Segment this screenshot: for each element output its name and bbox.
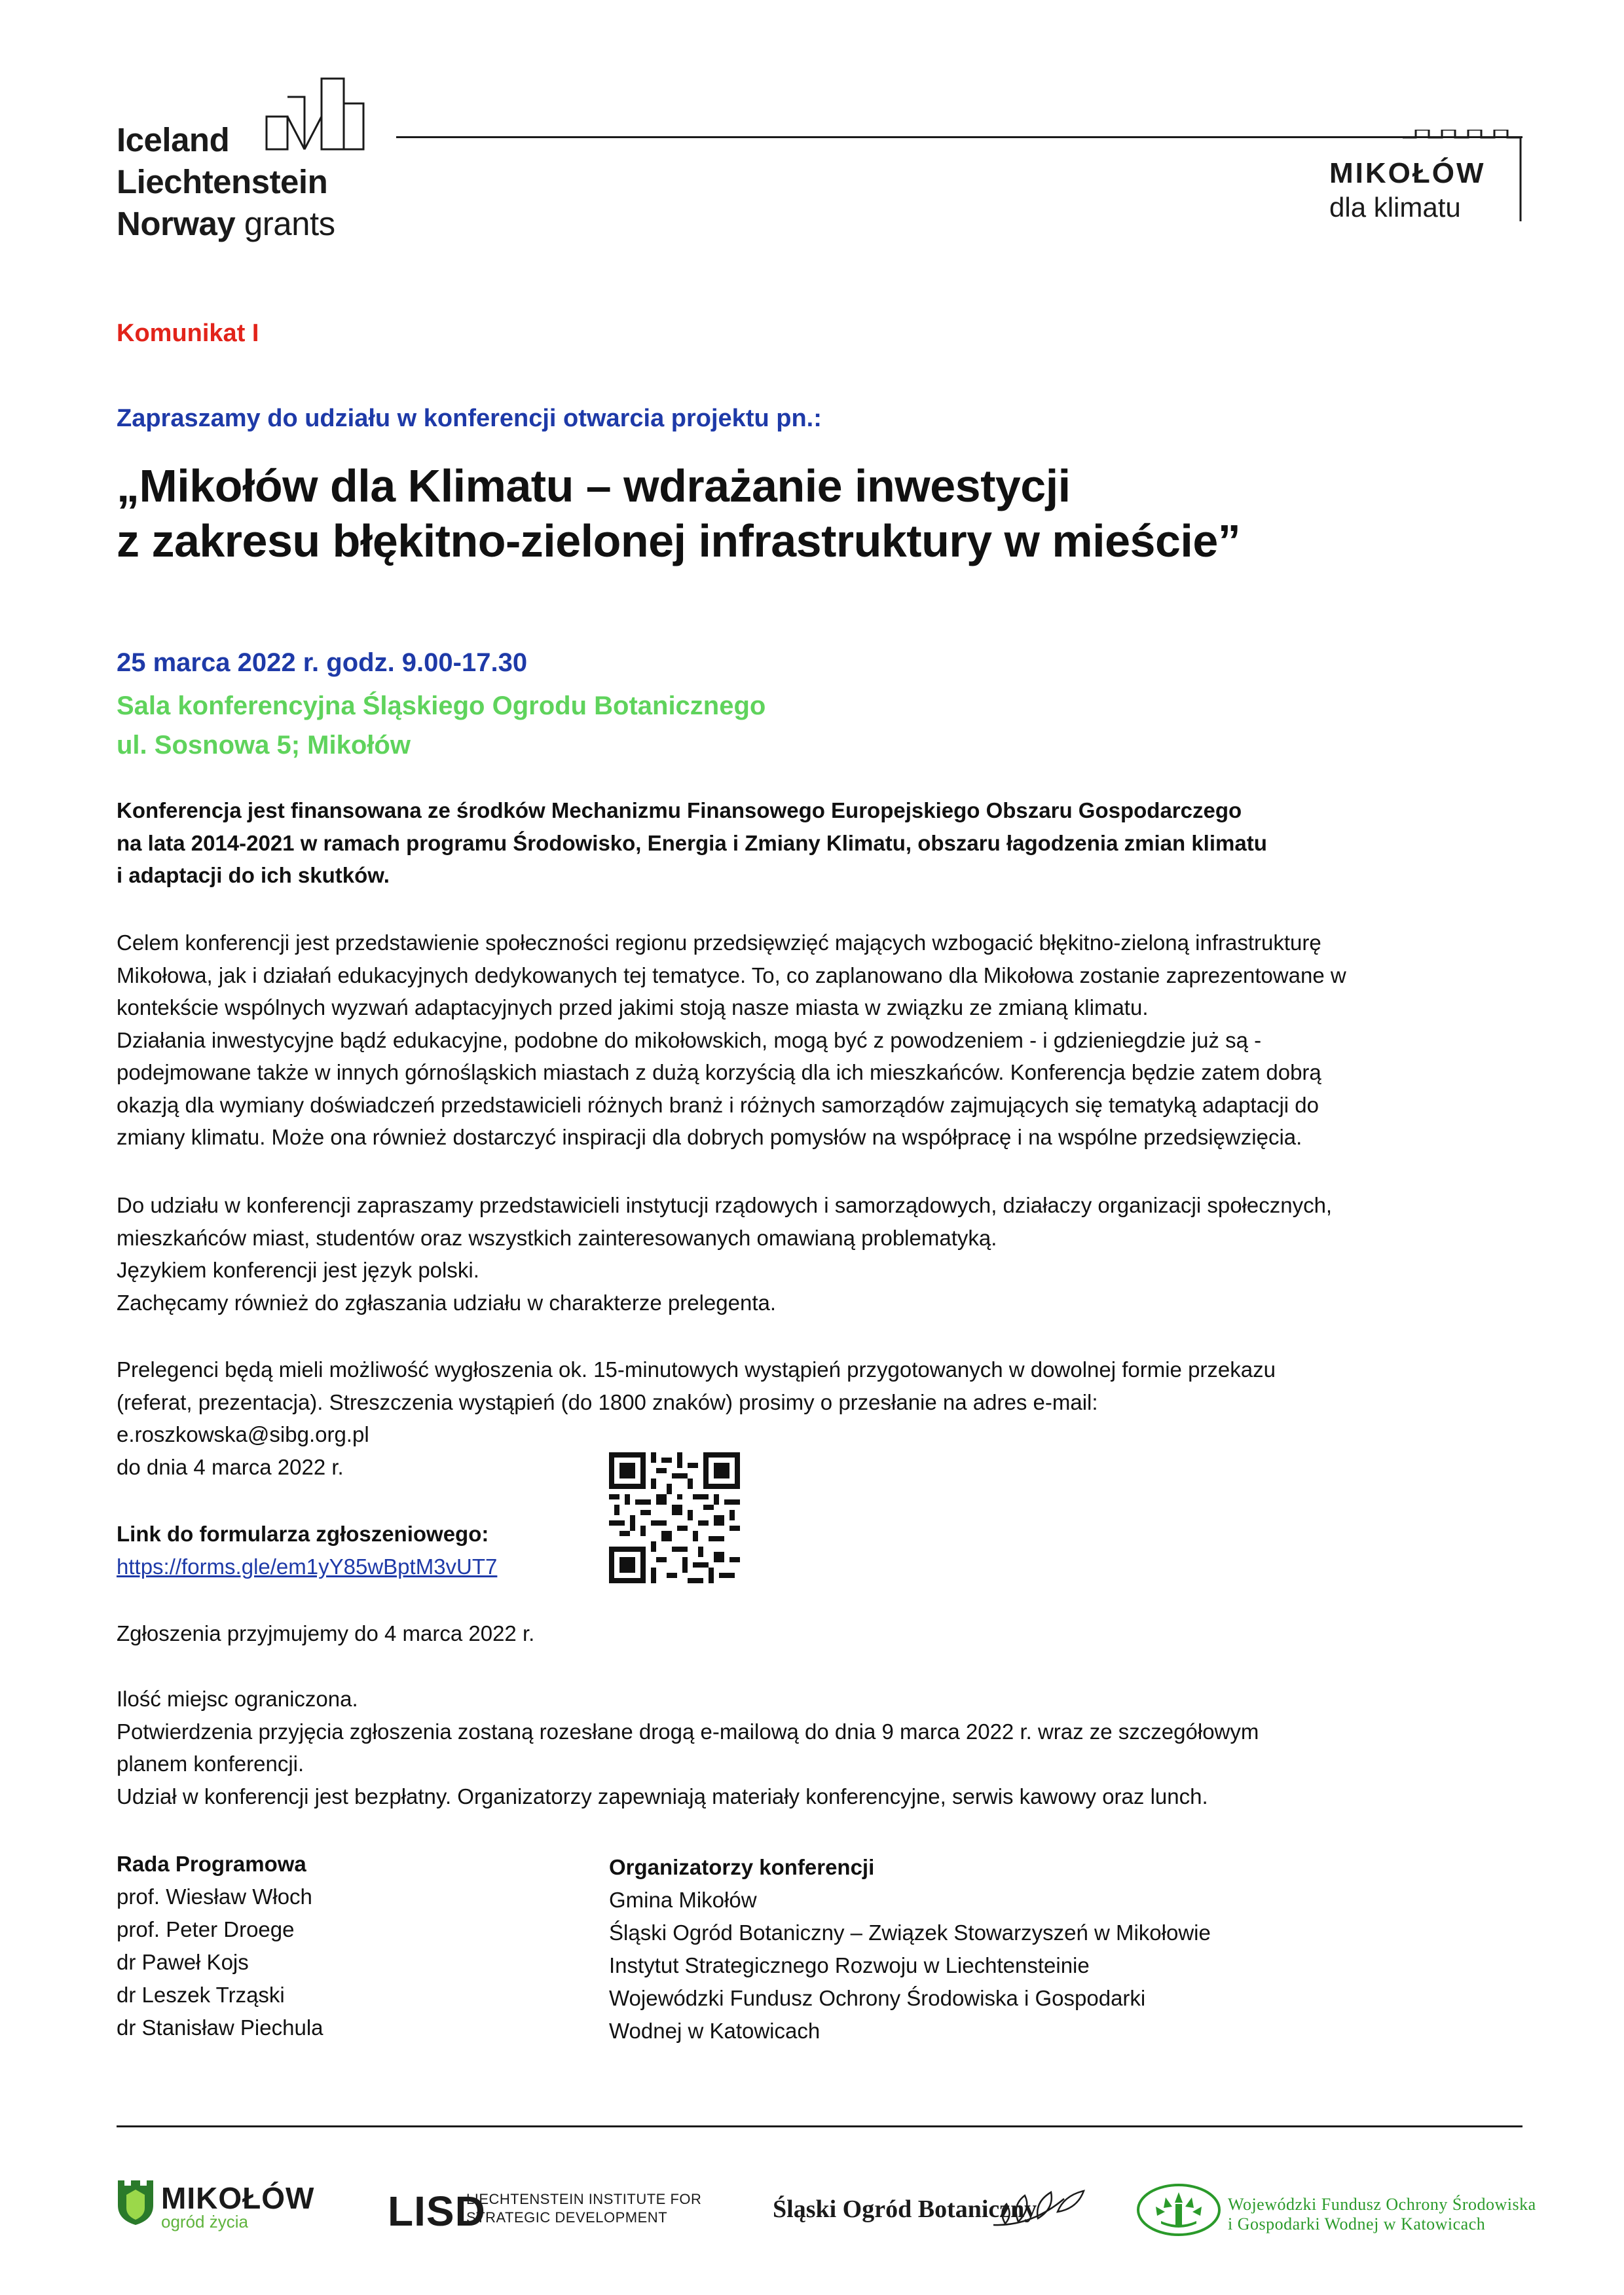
audience-line: Zachęcamy również do zgłaszania udziału w charakterze prelegenta. bbox=[117, 1290, 777, 1315]
mikolow-logo-title: MIKOŁÓW bbox=[1329, 157, 1486, 189]
organizers bbox=[609, 1851, 1211, 2047]
purpose-line: podejmowane także w innych górnośląskich miastach z dużą korzyścią dla ich mieszkańców. Konferencja będzie zatem dobrą bbox=[117, 1060, 1321, 1084]
funding-line: na lata 2014-2021 w ramach programu Środowisko, Energia i Zmiany Klimatu, obszaru łagodzenia zmian klimatu bbox=[117, 830, 1267, 855]
list-item: Instytut Strategicznego Rozwoju w Liechtensteinie bbox=[609, 1953, 1090, 1977]
footer-mikolow-sub: ogród życia bbox=[161, 2212, 248, 2231]
lisd-line: LIECHTENSTEIN INSTITUTE FOR bbox=[466, 2191, 702, 2207]
wfos-line: i Gospodarki Wodnej w Katowicach bbox=[1228, 2214, 1486, 2233]
speakers-deadline: do dnia 4 marca 2022 r. bbox=[117, 1454, 344, 1479]
notes-line: Udział w konferencji jest bezpłatny. Organizatorzy zapewniają materiały konferencyjne, serwis kawowy oraz lunch. bbox=[117, 1784, 1208, 1808]
list-item: prof. Peter Droege bbox=[117, 1917, 295, 1941]
notes-line: planem konferencji. bbox=[117, 1752, 304, 1776]
wfos-emblem-icon bbox=[1136, 2183, 1221, 2237]
program-council-title: Rada Programowa bbox=[117, 1852, 306, 1876]
list-item: Wojewódzki Fundusz Ochrony Środowiska i Gospodarki bbox=[609, 1986, 1146, 2010]
qr-code-icon bbox=[609, 1452, 740, 1583]
registration-deadline: Zgłoszenia przyjmujemy do 4 marca 2022 r. bbox=[117, 1621, 535, 1645]
footer-logo-wfos bbox=[1228, 2195, 1536, 2234]
header-divider bbox=[396, 136, 1522, 138]
conference-title-line: „Mikołów dla Klimatu – wdrażanie inwestycji bbox=[117, 460, 1071, 511]
list-item: Śląski Ogród Botaniczny – Związek Stowarzyszeń w Mikołowie bbox=[609, 1920, 1211, 1945]
footer-lisd-fullname bbox=[466, 2190, 701, 2227]
contact-email[interactable]: e.roszkowska@sibg.org.pl bbox=[117, 1422, 369, 1446]
eea-skyline-icon bbox=[265, 77, 370, 156]
list-item: prof. Wiesław Włoch bbox=[117, 1884, 312, 1909]
audience-paragraph bbox=[117, 1189, 1524, 1319]
audience-line: Do udziału w konferencji zapraszamy przedstawicieli instytucji rządowych i samorządowych, działaczy organizacji społecznych, bbox=[117, 1193, 1333, 1217]
conference-venue bbox=[117, 686, 766, 765]
audience-line: mieszkańców miast, studentów oraz wszystkich zainteresowanych omawianą problematyką. bbox=[117, 1225, 997, 1250]
communique-label: Komunikat I bbox=[117, 320, 259, 347]
notes-line: Ilość miejsc ograniczona. bbox=[117, 1687, 358, 1711]
program-council bbox=[117, 1848, 323, 2044]
list-item: dr Leszek Trząski bbox=[117, 1983, 285, 2007]
conference-title-line: z zakresu błękitno-zielonej infrastruktury w mieście” bbox=[117, 515, 1241, 566]
list-item: Gmina Mikołów bbox=[609, 1888, 757, 1912]
eea-logo-liechtenstein: Liechtenstein bbox=[117, 163, 328, 200]
funding-line: i adaptacji do ich skutków. bbox=[117, 863, 390, 887]
footer-logo-lisd: LISD bbox=[388, 2188, 486, 2235]
wfos-line: Wojewódzki Fundusz Ochrony Środowiska bbox=[1228, 2195, 1536, 2214]
purpose-paragraph bbox=[117, 927, 1524, 1154]
venue-address: ul. Sosnowa 5; Mikołów bbox=[117, 731, 411, 760]
list-item: Wodnej w Katowicach bbox=[609, 2019, 821, 2043]
purpose-line: okazją dla wymiany doświadczeń przedstawicieli różnych branż i różnych samorządów zajmujących się tematyką adaptacji do bbox=[117, 1092, 1319, 1117]
venue-name: Sala konferencyjna Śląskiego Ogrodu Botanicznego bbox=[117, 691, 766, 720]
audience-line: Językiem konferencji jest język polski. bbox=[117, 1258, 479, 1282]
botanical-leaves-icon bbox=[992, 2186, 1090, 2231]
purpose-line: Działania inwestycyjne bądź edukacyjne, podobne do mikołowskich, mogą być z powodzeniem - i gdzieniegdzie już są - bbox=[117, 1027, 1262, 1052]
footer-mikolow-name: MIKOŁÓW bbox=[161, 2181, 315, 2215]
funding-line: Konferencja jest finansowana ze środków Mechanizmu Finansowego Europejskiego Obszaru Gospodarczego bbox=[117, 798, 1242, 822]
purpose-line: zmiany klimatu. Może ona również dostarczyć inspiracji dla dobrych pomysłów na współpracę i na wspólne przedsięwzięcia. bbox=[117, 1125, 1302, 1149]
purpose-line: Mikołowa, jak i działań edukacyjnych dedykowanych tej tematyce. To, co zaplanowano dla Mikołowa zostanie zaprezentowane w bbox=[117, 963, 1346, 987]
purpose-line: Celem konferencji jest przedstawienie społeczności regionu przedsięwzięć mających wzbogacić błękitno-zieloną infrastrukturę bbox=[117, 930, 1321, 955]
lisd-line: STRATEGIC DEVELOPMENT bbox=[466, 2209, 668, 2226]
notes-line: Potwierdzenia przyjęcia zgłoszenia zostaną rozesłane drogą e-mailową do dnia 9 marca 2022 r. wraz ze szczegółowym bbox=[117, 1719, 1259, 1744]
conference-date: 25 marca 2022 r. godz. 9.00-17.30 bbox=[117, 648, 528, 677]
mikolow-crest-icon bbox=[117, 2179, 155, 2226]
eea-logo-norway-grants: Norway grants bbox=[117, 205, 335, 242]
organizers-title: Organizatorzy konferencji bbox=[609, 1855, 875, 1879]
funding-paragraph bbox=[117, 794, 1524, 892]
invitation-text: Zapraszamy do udziału w konferencji otwarcia projektu pn.: bbox=[117, 405, 822, 432]
notes-paragraph bbox=[117, 1683, 1524, 1812]
form-link[interactable]: https://forms.gle/em1yY85wBptM3vUT7 bbox=[117, 1554, 498, 1579]
form-link-label: Link do formularza zgłoszeniowego: bbox=[117, 1522, 489, 1546]
mikolow-logo-subtitle: dla klimatu bbox=[1329, 192, 1461, 223]
conference-title bbox=[117, 458, 1524, 568]
purpose-line: kontekście wspólnych wyzwań adaptacyjnych przed jakimi stoją nasze miasta w związku ze zmianą klimatu. bbox=[117, 995, 1149, 1019]
eea-logo-iceland: Iceland bbox=[117, 121, 230, 158]
speakers-line: Prelegenci będą mieli możliwość wygłoszenia ok. 15-minutowych wystąpień przygotowanych w dowolnej formie przekazu bbox=[117, 1357, 1276, 1382]
footer-divider bbox=[117, 2125, 1522, 2127]
speakers-line: (referat, prezentacja). Streszczenia wystąpień (do 1800 znaków) prosimy o przesłanie na adres e-mail: bbox=[117, 1389, 1098, 1414]
footer-logo-sogb: Śląski Ogród Botaniczny bbox=[773, 2195, 1037, 2223]
footer-logo-mikolow bbox=[161, 2180, 314, 2232]
speakers-paragraph bbox=[117, 1353, 1524, 1483]
list-item: dr Paweł Kojs bbox=[117, 1950, 249, 1974]
list-item: dr Stanisław Piechula bbox=[117, 2015, 323, 2040]
